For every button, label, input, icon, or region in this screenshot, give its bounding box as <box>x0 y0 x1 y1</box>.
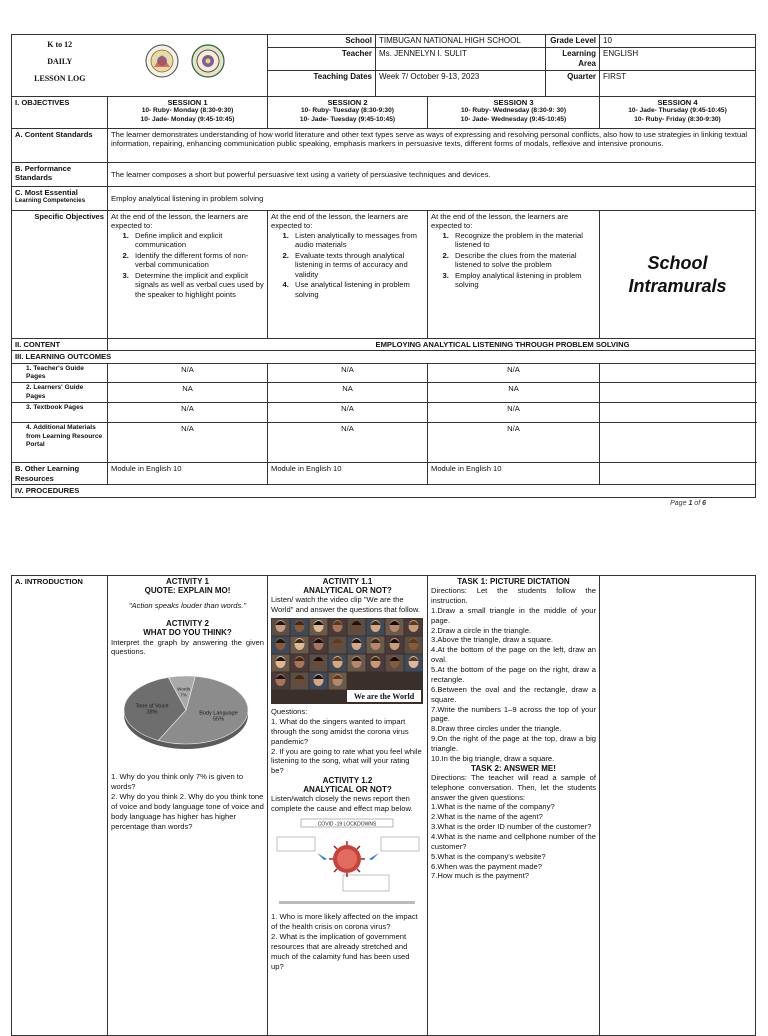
table-row: 3. Textbook Pages N/A N/A N/A <box>12 403 756 423</box>
grade-value: 10 <box>600 35 756 48</box>
intro-session-1: ACTIVITY 1 QUOTE: EXPLAIN MO! "Action speaks louder than words." ACTIVITY 2 WHAT DO YOU THINK? Interpret the graph by answering the given questions. Body Language 55% Tone of Voice 38% Words 7% 1. Why do you think only 7% is given to words? 2. Why do you think 2. Why do you think tone of voice and body language tone of voice and body language has higher has higher percentage than words? <box>108 576 268 1036</box>
learning-outcomes-label: III. LEARNING OUTCOMES <box>12 351 756 363</box>
pie-label: Body Language <box>199 710 238 717</box>
school-label: School <box>268 35 376 48</box>
objectives-label: I. OBJECTIVES <box>12 97 108 129</box>
session-2-header: SESSION 2 10- Ruby- Tuesday (8:30-9:30) 10- Jade- Tuesday (9:45-10:45) <box>268 97 428 129</box>
table-row: 1. Teacher's Guide Pages N/A N/A N/A <box>12 363 756 382</box>
pie-value-label: 55% <box>212 716 225 723</box>
dates-value: Week 7/ October 9-13, 2023 <box>376 71 546 97</box>
quarter-value: FIRST <box>600 71 756 97</box>
quote-text: "Action speaks louder than words." <box>128 601 247 611</box>
intro-session-4 <box>600 576 756 1036</box>
session-4-header: SESSION 4 10- Jade- Thursday (9:45-10:45) 10- Ruby- Friday (8:30-9:30) <box>600 97 756 129</box>
logo-area <box>108 35 268 97</box>
melc-text: Employ analytical listening in problem solving <box>108 187 756 211</box>
dates-label: Teaching Dates <box>268 71 376 97</box>
intro-session-2: ACTIVITY 1.1 ANALYTICAL OR NOT? Listen/ watch the video clip "We are the World" and answer the questions that follow. We are the World Questions: 1. What do the singers wanted to impart through the song amidst the corona virus pandemic? 2. If you are going to rate what you feel while listening to the song, what will your rating be? ACTIVITY 1.2 ANALYTICAL OR NOT? Listen/watch closely the news report then complete the cause and effect map below. COVID -19 LOCKDOWNS 1. Who is more likely affected on the impact of the health crisis on corona virus? 2. What is the implication of government resources that are already stretched and much of the calamity fund has been used up? <box>268 576 428 1036</box>
area-label: Learning Area <box>546 48 600 71</box>
introduction-label: A. INTRODUCTION <box>12 576 108 1036</box>
grade-label: Grade Level <box>546 35 600 48</box>
school-intramurals: School Intramurals <box>600 211 756 339</box>
pie-value-label: 7% <box>180 692 187 698</box>
deped-seal-icon <box>146 45 178 77</box>
session-1-objectives: At the end of the lesson, the learners are expected to: 1. Define implicit and explicit communication 2. Identify the different forms of non-verbal communication 3. Determine the implicit and explicit signals as well as verbal cues used by the speaker to highlight points <box>108 211 268 339</box>
doc-title: K to 12 DAILY LESSON LOG <box>12 35 108 97</box>
table-row: B. Other Learning Resources Module in English 10 Module in English 10 Module in English 10 <box>12 463 756 485</box>
area-value: ENGLISH <box>600 48 756 71</box>
intro-session-3: TASK 1: PICTURE DICTATION Directions: Let the students follow the instruction. 1.Draw a small triangle in the middle of your page. 2.Draw a circle in the triangle. 3.Above the triangle, draw a square. 4.At the bottom of the page on the left, draw an oval. 5.At the bottom of the page on the right, draw a rectangle. 6.Between the oval and the rectangle, draw a square. 7.Write the numbers 1–9 across the top of your page. 8.Draw three circles under the triangle. 9.On the right of the page at the top, draw a big triangle. 10.In the big triangle, draw a square. TASK 2: ANSWER ME! Directions: The teacher will read a sample of telephone conversation. Then, let the students answer the given questions: 1.What is the name of the company? 2.What is the name of the agent? 3.What is the order ID number of the customer? 4.What is the name and cellphone number of the customer? 5.What is the company's website? 6.When was the payment made? 7.How much is the payment? <box>428 576 600 1036</box>
procedures-label: IV. PROCEDURES <box>12 485 756 497</box>
session-2-objectives: At the end of the lesson, the learners are expected to: 1. Listen analytically to messages from audio materials 2. Evaluate texts through analytical listening in terms of accuracy and validity 4. Use analytical listening in problem solving <box>268 211 428 339</box>
session-3-objectives: At the end of the lesson, the learners are expected to: 1. Recognize the problem in the material listened to 2. Describe the clues from the material listened to solve the problem 3. Employ analytical listening in problem solving <box>428 211 600 339</box>
pie-label: Tone of Voice <box>135 703 169 710</box>
table-row: 2. Learners' Guide Pages NA NA NA <box>12 383 756 403</box>
lesson-log-table <box>11 34 756 498</box>
svg-text:COVID -19 LOCKDOWNS: COVID -19 LOCKDOWNS <box>317 821 377 828</box>
pie-label: Words <box>177 686 191 692</box>
we-are-the-world-image <box>271 618 423 704</box>
quarter-label: Quarter <box>546 71 600 97</box>
school-value: TIMBUGAN NATIONAL HIGH SCHOOL <box>376 35 546 48</box>
school-seal-icon <box>192 45 224 77</box>
melc-label-cell: C. Most Essential Learning Competencies <box>12 187 108 211</box>
introduction-table <box>11 575 756 1036</box>
content-standards-label: A. Content Standards <box>12 129 108 163</box>
teacher-label: Teacher <box>268 48 376 71</box>
lesson-log-page-2 <box>11 575 755 1036</box>
content-standards-text: The learner demonstrates understanding of how world literature and other text types serve as ways of expressing and resolving personal conflicts, also how to use strategies in linking textual information, repairing, enhancing communication public speaking, emphasis markers in persuasive texts, different forms of modals, reflexive and intensive pronouns. <box>108 129 756 163</box>
performance-standards-text: The learner composes a short but powerful persuasive text using a variety of persuasive techniques and devices. <box>108 163 756 187</box>
session-1-header: SESSION 1 10- Ruby- Monday (8:30-9:30) 10- Jade- Monday (9:45-10:45) <box>108 97 268 129</box>
session-3-header: SESSION 3 10- Ruby- Wednesday (8:30-9: 30) 10- Jade- Wednesday (9:45-10:45) <box>428 97 600 129</box>
page-number: Page 1 of 6 <box>670 500 706 507</box>
virus-icon <box>329 841 365 877</box>
lesson-log-page-1 <box>11 34 755 498</box>
deped-logos <box>108 37 264 85</box>
content-title: EMPLOYING ANALYTICAL LISTENING THROUGH PROBLEM SOLVING <box>268 339 756 351</box>
performance-standards-label: B. Performance Standards <box>12 163 108 187</box>
table-row: 4. Additional Materials from Learning Resource Portal N/A N/A N/A <box>12 423 756 463</box>
image-caption: We are the World <box>353 692 415 702</box>
pie-value-label: 38% <box>146 709 158 716</box>
specific-objectives-label: Specific Objectives <box>12 211 108 339</box>
cause-effect-map <box>271 817 423 909</box>
communication-pie-chart <box>111 660 261 760</box>
teacher-value: Ms. JENNELYN I. SULIT <box>376 48 546 71</box>
content-label: II. CONTENT <box>12 339 108 351</box>
